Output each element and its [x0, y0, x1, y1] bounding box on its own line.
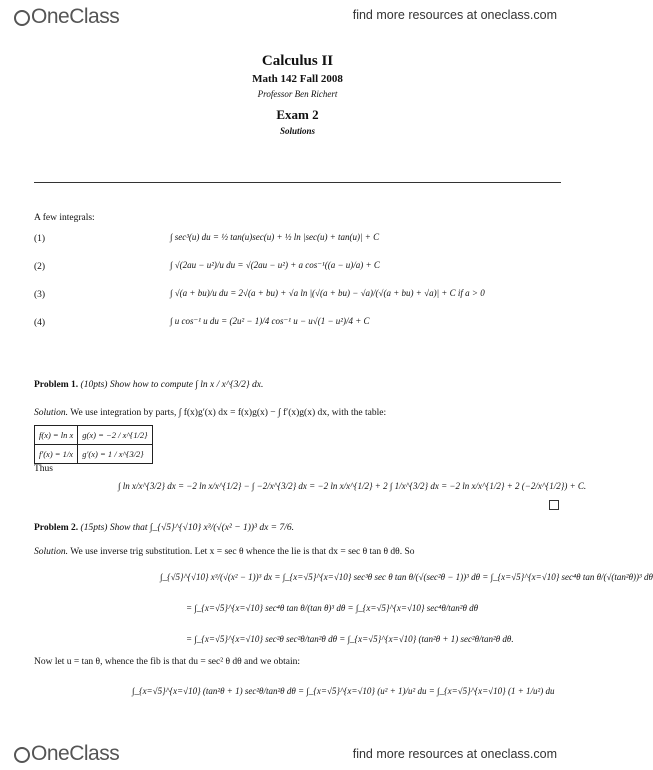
solution-label: Solution. — [34, 547, 69, 557]
exam-title: Exam 2 — [276, 107, 319, 122]
problem-1-solution-intro — [34, 408, 386, 418]
parts-table — [34, 425, 153, 464]
problem-2-step: = ∫_{x=√5}^{x=√10} sec²θ sec²θ/tan²θ dθ = ∫_{x=√5}^{x=√10} (tan²θ + 1) sec²θ/tan²θ dθ. — [186, 634, 514, 644]
integral-number: (2) — [34, 262, 46, 272]
integral-formula: ∫ sec³(u) du = ½ tan(u)sec(u) + ½ ln |sec(u) + tan(u)| + C — [170, 232, 380, 242]
problem-label: Problem 1. — [34, 380, 79, 390]
problem-label: Problem 2. — [34, 523, 79, 533]
integral-number: (1) — [34, 234, 46, 244]
table-cell: g(x) = −2 / x^{1/2} — [78, 426, 152, 445]
qed-box-icon — [549, 500, 559, 510]
problem-2-solution-intro — [34, 547, 415, 557]
course-name: Math 142 Fall 2008 — [252, 73, 343, 85]
problem-1-result: ∫ ln x/x^{3/2} dx = −2 ln x/x^{1/2} − ∫ −2/x^{3/2} dx = −2 ln x/x^{1/2} + 2 ∫ 1/x^{3/2} dx = −2 ln x/x^{1/2} + 2 (−2/x^{1/2}) + C. — [118, 481, 587, 491]
problem-2-step: = ∫_{x=√5}^{x=√10} sec⁴θ tan θ/(tan θ)³ dθ = ∫_{x=√5}^{x=√10} sec⁴θ/tan²θ dθ — [186, 603, 479, 613]
integral-formula: ∫ √(2au − u²)/u du = √(2au − u²) + a cos⁻¹((a − u)/a) + C — [170, 260, 380, 270]
problem-2-now-text: Now let u = tan θ, whence the fib is that du = sec² θ dθ and we obtain: — [34, 657, 300, 667]
logo-text: OneClass — [31, 742, 120, 765]
integrals-intro: A few integrals: — [34, 213, 95, 223]
oneclass-logo-bottom[interactable] — [14, 742, 119, 766]
problem-2-final: ∫_{x=√5}^{x=√10} (tan²θ + 1) sec²θ/tan²θ dθ = ∫_{x=√5}^{x=√10} (u² + 1)/u² du = ∫_{x=√5}^{x=√10} (1 + 1/u²) du — [132, 686, 555, 696]
integral-number: (3) — [34, 290, 46, 300]
find-resources-link-top[interactable]: find more resources at oneclass.com — [352, 8, 557, 22]
solution-text: We use integration by parts, ∫ f(x)g′(x) dx = f(x)g(x) − ∫ f′(x)g(x) dx, with the table: — [70, 408, 387, 418]
problem-statement: (15pts) Show that ∫_{√5}^{√10} x³/(√(x² − 1))³ dx = 7/6. — [80, 523, 294, 533]
top-divider — [34, 182, 561, 183]
solution-label: Solution. — [34, 408, 69, 418]
integral-number: (4) — [34, 318, 46, 328]
solutions-label: Solutions — [279, 126, 316, 136]
problem-2-step: ∫_{√5}^{√10} x³/(√(x² − 1))³ dx = ∫_{x=√5}^{x=√10} sec³θ sec θ tan θ/(√(sec²θ − 1))³ dθ = ∫_{x=√5}^{x=√10} sec⁴θ tan θ/(√(tan²θ))³ dθ — [160, 572, 653, 582]
oneclass-logo-top[interactable] — [14, 5, 119, 29]
logo-circle-icon — [14, 747, 30, 763]
problem-statement: (10pts) Show how to compute ∫ ln x / x^{3/2} dx. — [80, 380, 264, 390]
logo-circle-icon — [14, 10, 30, 26]
table-cell: g′(x) = 1 / x^{3/2} — [78, 445, 152, 464]
problem-2-heading — [34, 523, 294, 533]
thus-label: Thus — [34, 464, 53, 474]
integral-formula: ∫ √(a + bu)/u du = 2√(a + bu) + √a ln |(√(a + bu) − √a)/(√(a + bu) + √a)| + C if a > 0 — [170, 288, 485, 298]
table-row — [35, 426, 153, 445]
integral-formula: ∫ u cos⁻¹ u du = (2u² − 1)/4 cos⁻¹ u − u√(1 − u²)/4 + C — [170, 316, 370, 326]
solution-text: We use inverse trig substitution. Let x = sec θ whence the lie is that dx = sec θ tan θ dθ. So — [70, 547, 415, 557]
table-cell: f(x) = ln x — [35, 426, 78, 445]
table-row — [35, 445, 153, 464]
logo-text: OneClass — [31, 5, 120, 28]
document-title: Calculus II — [261, 53, 334, 69]
professor-name: Professor Ben Richert — [257, 89, 338, 99]
problem-1-heading — [34, 380, 263, 390]
table-cell: f′(x) = 1/x — [35, 445, 78, 464]
find-resources-link-bottom[interactable]: find more resources at oneclass.com — [352, 747, 557, 761]
